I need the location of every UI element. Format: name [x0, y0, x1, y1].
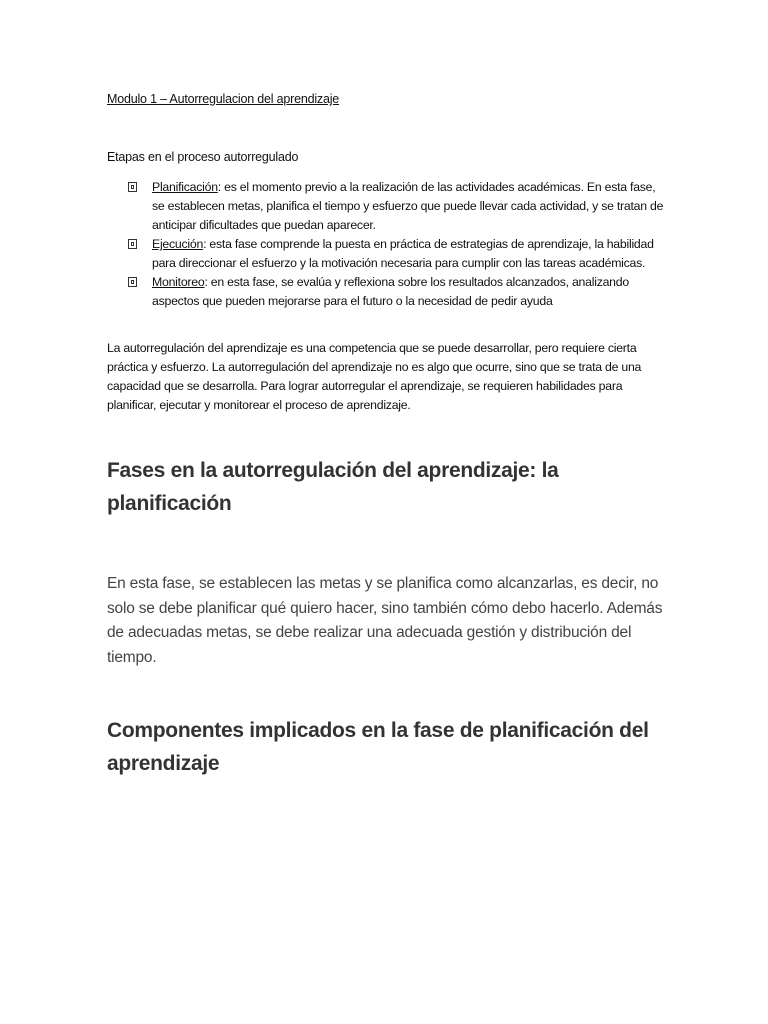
list-item: [128, 235, 668, 273]
stages-list: [128, 178, 668, 311]
stage-term: Monitoreo: [152, 275, 205, 289]
stage-description: : es el momento previo a la realización de las actividades académicas. En esta fase, se establecen metas, planifica el tiempo y esfuerzo que puede llevar cada actividad, y se tratan de anticipar dificultades que puedan aparecer.: [152, 180, 664, 232]
section-heading-planificacion: Fases en la autorregulación del aprendizaje: la planificación: [107, 459, 559, 515]
stage-description: : en esta fase, se evalúa y reflexiona sobre los resultados alcanzados, analizando aspectos que pueden mejorarse para el futuro o la necesidad de pedir ayuda: [152, 275, 629, 308]
stage-term: Planificación: [152, 180, 218, 194]
square-bullet-icon: [128, 239, 137, 249]
section-heading-componentes: Componentes implicados en la fase de planificación del aprendizaje: [107, 719, 649, 775]
square-bullet-icon: [128, 182, 137, 192]
stage-description: : esta fase comprende la puesta en práctica de estrategias de aprendizaje, la habilidad para direccionar el esfuerzo y la motivación necesaria para cumplir con las tareas académicas.: [152, 237, 654, 270]
stages-heading: Etapas en el proceso autorregulado: [107, 150, 299, 164]
document-title: Modulo 1 – Autorregulacion del aprendizaje: [107, 92, 340, 106]
stage-term: Ejecución: [152, 237, 204, 251]
list-item: [128, 273, 668, 311]
square-bullet-icon: [128, 277, 137, 287]
summary-paragraph: La autorregulación del aprendizaje es una competencia que se puede desarrollar, pero requiere cierta práctica y esfuerzo. La autorregulación del aprendizaje no es algo que ocurre, sino que se trata de una capacidad que se desarrolla. Para lograr autorregular el aprendizaje, se requieren habilidades para planificar, ejecutar y monitorear el proceso de aprendizaje.: [107, 341, 642, 412]
list-item: [128, 178, 668, 235]
section-body-paragraph: En esta fase, se establecen las metas y se planifica como alcanzarlas, es decir, no solo se debe planificar qué quiero hacer, sino también cómo debo hacerlo. Además de adecuadas metas, se debe realizar una adecuada gestión y distribución del tiempo.: [107, 575, 663, 666]
